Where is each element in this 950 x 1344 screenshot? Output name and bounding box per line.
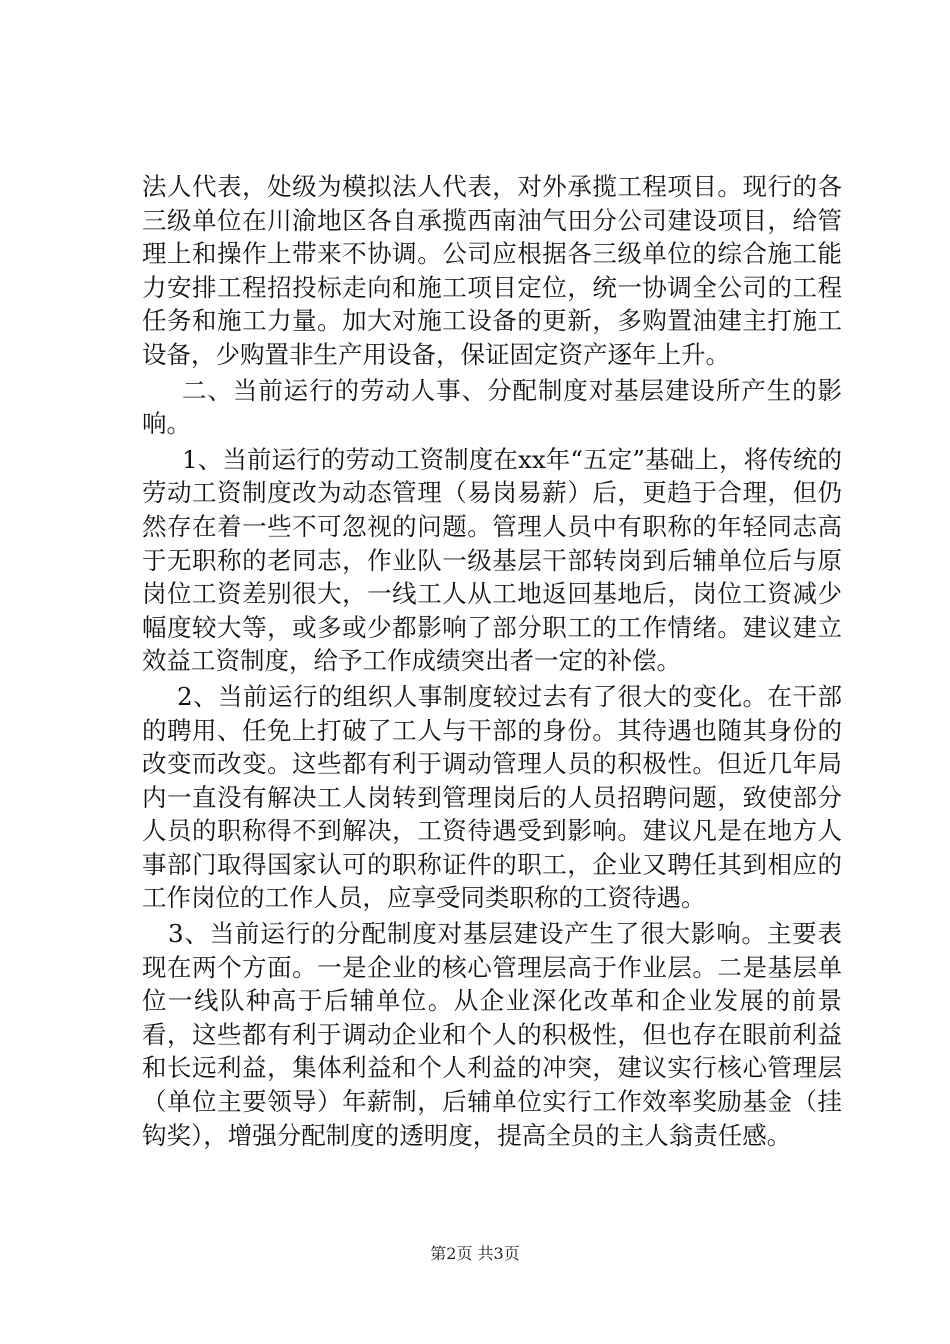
paragraph-item-3: 3、当前运行的分配制度对基层建设产生了很大影响。主要表现在两个方面。一是企业的核心管理层高于作业层。二是基层单位一线队种高于后辅单位。从企业深化改革和企业发展的前景看，这些都有利于调动企业和个人的积极性，但也存在眼前利益和长远利益，集体利益和个人利益的冲突，建议实行核心管理层（单位主要领导）年薪制，后辅单位实行工作效率奖励基金（挂钩奖），增强分配制度的透明度，提高全员的主人翁责任感。: [142, 919, 842, 1150]
paragraph-continuation: 法人代表，处级为模拟法人代表，对外承揽工程项目。现行的各三级单位在川渝地区各自承揽西南油气田分公司建设项目，给管理上和操作上带来不协调。公司应根据各三级单位的综合施工能力安排工程招投标走向和施工项目定位，统一协调全公司的工程任务和施工力量。加大对施工设备的更新，多购置油建主打施工设备，少购置非生产用设备，保证固定资产逐年上升。: [142, 172, 842, 369]
paragraph-item-2: 2、当前运行的组织人事制度较过去有了很大的变化。在干部的聘用、任免上打破了工人与干部的身份。其待遇也随其身份的改变而改变。这些都有利于调动管理人员的积极性。但近几年局内一直没有解决工人岗转到管理岗后的人员招聘问题，致使部分人员的职称得不到解决，工资待遇受到影响。建议凡是在地方人事部门取得国家认可的职称证件的职工，企业又聘任其到相应的工作岗位的工作人员，应享受同类职称的工资待遇。: [142, 681, 842, 913]
paragraph-item-1: 1、当前运行的劳动工资制度在xx年“五定”基础上，将传统的劳动工资制度改为动态管理（易岗易薪）后，更趋于合理，但仍然存在着一些不可忽视的问题。管理人员中有职称的年轻同志高于无职称的老同志，作业队一级基层干部转岗到后辅单位后与原岗位工资差别很大，一线工人从工地返回基地后，岗位工资减少幅度较大等，或多或少都影响了部分职工的工作情绪。建议建立效益工资制度，给予工作成绩突出者一定的补偿。: [142, 444, 842, 676]
section-heading: 二、当前运行的劳动人事、分配制度对基层建设所产生的影响。: [142, 375, 842, 439]
document-body: [142, 170, 842, 1154]
page-number-footer: 第2页 共3页: [430, 1244, 520, 1263]
